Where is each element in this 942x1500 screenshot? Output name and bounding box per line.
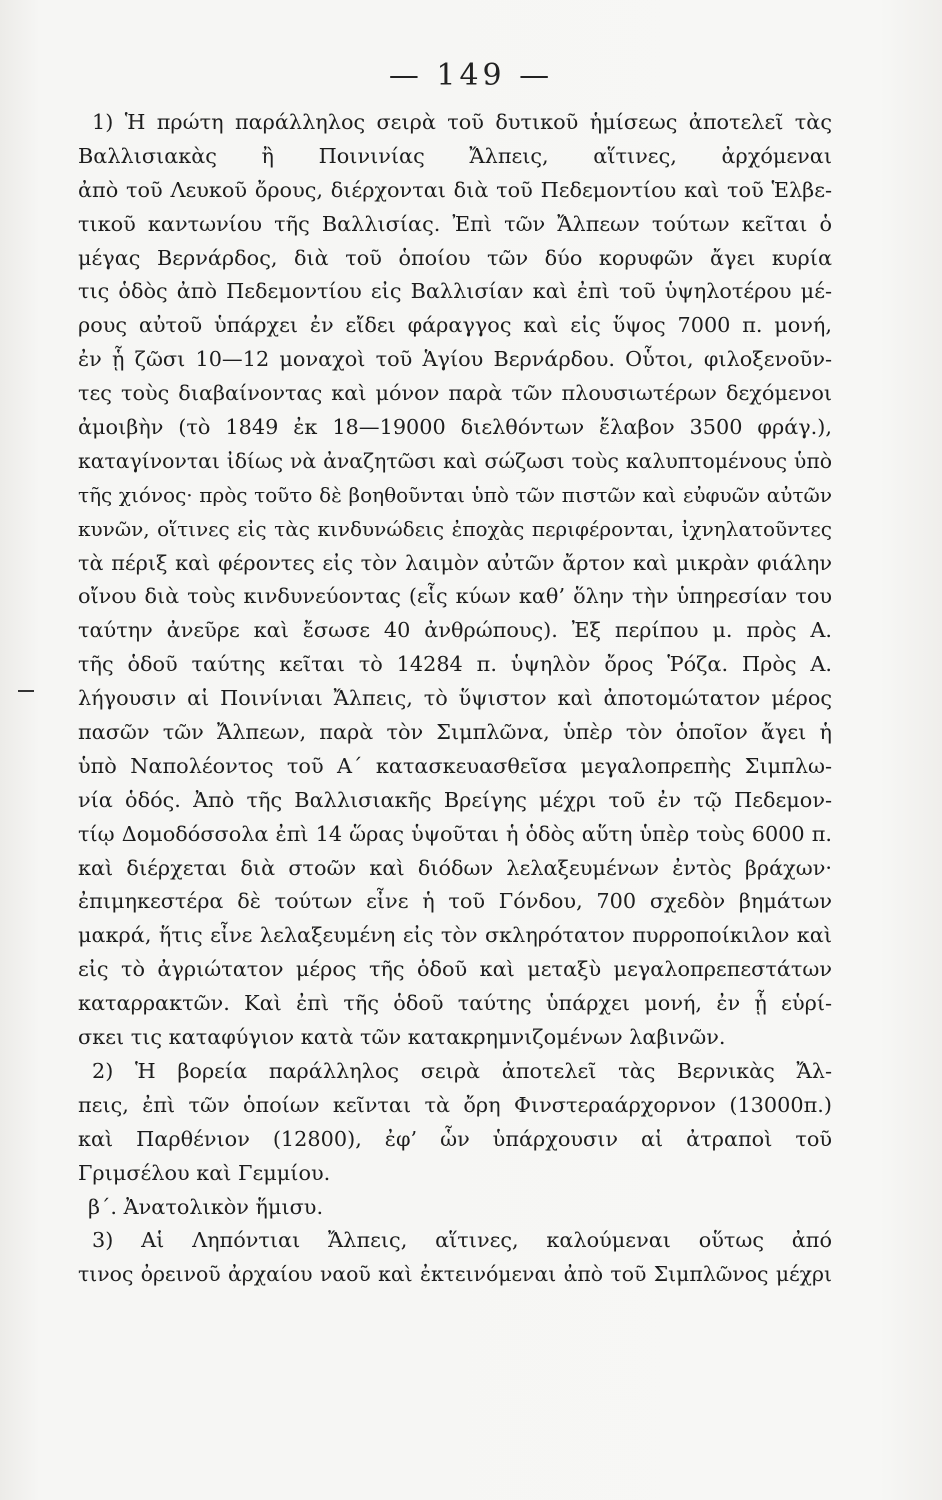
text-line: 2) Ἡ βορεία παράλληλος σειρὰ ἀποτελεῖ τὰς Βερνικὰς Ἄλ- xyxy=(92,1058,832,1083)
text-line: ἐν ᾗ ζῶσι 10—12 μοναχοὶ τοῦ Ἁγίου Βερνάρδου. Οὗτοι, φιλοξενοῦν- xyxy=(78,347,832,372)
text-line: εἰς τὸ ἀγριώτατον μέρος τῆς ὁδοῦ καὶ μεταξὺ μεγαλοπρεπεστάτων xyxy=(78,957,832,982)
text-line: 3) Αἱ Ληπόντιαι Ἄλπεις, αἵτινες, καλούμεναι οὕτως ἀπό xyxy=(92,1228,832,1253)
text-line: πασῶν τῶν Ἄλπεων, παρὰ τὸν Σιμπλῶνα, ὑπὲρ τὸν ὁποῖον ἄγει ἡ xyxy=(78,720,832,745)
text-line: τις ὁδὸς ἀπὸ Πεδεμοντίου εἰς Βαλλισίαν καὶ ἐπὶ τοῦ ὑψηλοτέρου μέ- xyxy=(78,279,832,304)
text-line: 1) Ἡ πρώτη παράλληλος σειρὰ τοῦ δυτικοῦ ἡμίσεως ἀποτελεῖ τὰς xyxy=(92,110,832,134)
text-line: μακρά, ἥτις εἶνε λελαξευμένη εἰς τὸν σκληρότατον πυρροποίκιλον καὶ xyxy=(78,923,832,948)
text-line: τῆς ὁδοῦ ταύτης κεῖται τὸ 14284 π. ὑψηλὸν ὄρος Ῥόζα. Πρὸς Α. xyxy=(78,652,832,677)
text-line: πεις, ἐπὶ τῶν ὁποίων κεῖνται τὰ ὄρη Φινστεραάρχορνον (13000π.) xyxy=(78,1092,832,1117)
text-line: νία ὁδός. Ἀπὸ τῆς Βαλλισιακῆς Βρείγης μέχρι τοῦ ἐν τῷ Πεδεμον- xyxy=(78,787,832,812)
text-line: σκει τις καταφύγιον κατὰ τῶν κατακρημνιζομένων λαβινῶν. xyxy=(78,1025,726,1050)
text-line: τὰ πέριξ καὶ φέροντες εἰς τὸν λαιμὸν αὐτῶν ἄρτον καὶ μικρὰν φιάλην xyxy=(78,550,832,575)
text-line: ταύτην ἀνεῦρε καὶ ἔσωσε 40 ἀνθρώπους). Ἐξ περίπου μ. πρὸς Α. xyxy=(78,618,832,643)
text-line: μέγας Βερνάρδος, διὰ τοῦ ὁποίου τῶν δύο κορυφῶν ἄγει κυρία xyxy=(78,245,832,270)
text-line: ἐπιμηκεστέρα δὲ τούτων εἶνε ἡ τοῦ Γόνδου, 700 σχεδὸν βημάτων xyxy=(78,889,832,914)
text-line: οἴνου διὰ τοὺς κινδυνεύοντας (εἷς κύων καθ’ ὅλην τὴν ὑπηρεσίαν του xyxy=(78,584,832,609)
text-line: ρους αὐτοῦ ὑπάρχει ἐν εἴδει φάραγγος καὶ εἰς ὕψος 7000 π. μονή, xyxy=(78,313,832,338)
text-line: τικοῦ καντωνίου τῆς Βαλλισίας. Ἐπὶ τῶν Ἄλπεων τούτων κεῖται ὁ xyxy=(78,211,832,236)
text-line: τῆς χιόνος· πρὸς τοῦτο δὲ βοηθοῦνται ὑπὸ τῶν πιστῶν καὶ εὐφυῶν αὐτῶν xyxy=(78,482,832,507)
text-line: τινος ὀρεινοῦ ἀρχαίου ναοῦ καὶ ἐκτεινόμεναι ἀπὸ τοῦ Σιμπλῶνος μέχρι xyxy=(78,1262,832,1287)
text-line: τες τοὺς διαβαίνοντας καὶ μόνον παρὰ τῶν πλουσιωτέρων δεχόμενοι xyxy=(78,381,832,406)
text-line: Γριμσέλου καὶ Γεμμίου. xyxy=(78,1160,331,1185)
page-number: — 149 — xyxy=(388,58,554,93)
margin-mark xyxy=(18,690,34,692)
text-line: τίῳ Δομοδόσσολα ἐπὶ 14 ὥρας ὑψοῦται ἡ ὁδὸς αὕτη ὑπὲρ τοὺς 6000 π. xyxy=(78,821,832,846)
text-line: καὶ Παρθένιον (12800), ἐφ’ ὧν ὑπάρχουσιν αἱ ἀτραποὶ τοῦ xyxy=(78,1126,832,1151)
text-line: λήγουσιν αἱ Ποινίνιαι Ἄλπεις, τὸ ὕψιστον καὶ ἀποτομώτατον μέρος xyxy=(78,686,832,711)
text-line: καταγίνονται ἰδίως νὰ ἀναζητῶσι καὶ σώζωσι τοὺς καλυπτομένους ὑπὸ xyxy=(78,448,832,473)
body-text xyxy=(78,106,832,1292)
text-line: ἀπὸ τοῦ Λευκοῦ ὄρους, διέρχονται διὰ τοῦ Πεδεμοντίου καὶ τοῦ Ἑλβε- xyxy=(78,177,832,202)
text-line: κυνῶν, οἵτινες εἰς τὰς κινδυνώδεις ἐποχὰς περιφέρονται, ἰχνηλατοῦντες xyxy=(78,516,832,541)
text-line: ἀμοιβὴν (τὸ 1849 ἐκ 18—19000 διελθόντων ἔλαβον 3500 φράγ.), xyxy=(78,415,832,440)
text-line: Βαλλισιακὰς ἢ Ποινινίας Ἄλπεις, αἵτινες, ἀρχόμεναι xyxy=(78,143,832,168)
text-line: καὶ διέρχεται διὰ στοῶν καὶ διόδων λελαξευμένων ἐντὸς βράχων· xyxy=(78,855,832,880)
text-line: καταρρακτῶν. Καὶ ἐπὶ τῆς ὁδοῦ ταύτης ὑπάρχει μονή, ἐν ᾗ εὑρί- xyxy=(78,991,832,1016)
text-line: ὑπὸ Ναπολέοντος τοῦ Α΄ κατασκευασθεῖσα μεγαλοπρεπὴς Σιμπλω- xyxy=(78,753,832,778)
section-heading: β΄. Ἀνατολικὸν ἥμισυ. xyxy=(88,1194,324,1219)
